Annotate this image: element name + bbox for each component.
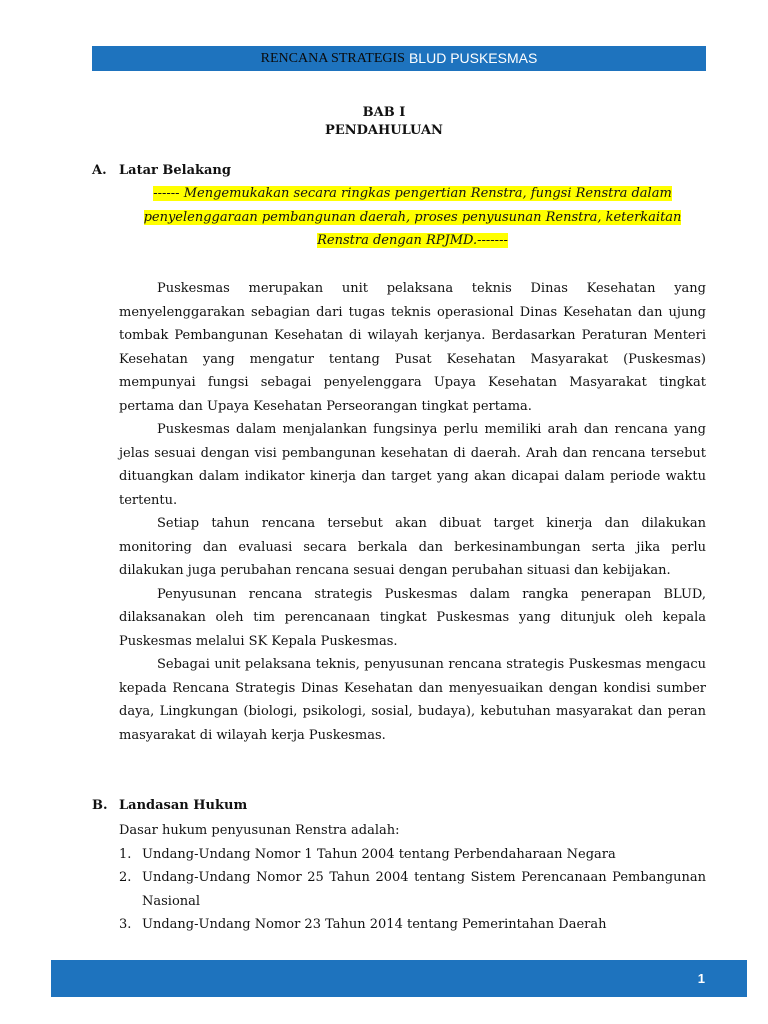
section-heading-b	[92, 796, 247, 816]
footer-bar	[51, 960, 747, 997]
chapter-title: PENDAHULUAN	[325, 123, 443, 138]
section-number: B.	[92, 798, 108, 813]
paragraph: Sebagai unit pelaksana teknis, penyusunan rencana strategis Puskesmas mengacu kepada Rencana Strategis Dinas Kesehatan dan menyesuaikan dengan kondisi sumber daya, Lingkungan (biologi, psikologi, sosial, budaya), kebutuhan masyarakat dan peran masyarakat di wilayah kerja Puskesmas.	[119, 657, 706, 743]
paragraph: Setiap tahun rencana tersebut akan dibuat target kinerja dan dilakukan monitoring dan evaluasi secara berkala dan berkesinambungan serta jika perlu dilakukan juga perubahan rencana sesuai dengan perubahan situasi dan kebijakan.	[119, 516, 706, 578]
chapter-heading	[0, 104, 768, 140]
list-item-text: Undang-Undang Nomor 23 Tahun 2014 tentang Pemerintahan Daerah	[142, 917, 607, 932]
header-title-part2: BLUD PUSKESMAS	[408, 50, 538, 66]
paragraph: Penyusunan rencana strategis Puskesmas dalam rangka penerapan BLUD, dilaksanakan oleh tim perencanaan tingkat Puskesmas yang ditunjuk oleh kepala Puskesmas melalui SK Kepala Puskesmas.	[119, 586, 706, 649]
note-line: ------ Mengemukakan secara ringkas pengertian Renstra, fungsi Renstra dalam	[153, 186, 672, 201]
section-heading-a	[92, 161, 231, 181]
running-header	[92, 46, 706, 71]
latar-belakang-body	[119, 277, 706, 747]
chapter-number: BAB I	[362, 105, 406, 120]
list-item	[119, 843, 706, 867]
list-item-number: 3.	[119, 917, 132, 932]
header-title-part1: RENCANA STRATEGIS	[260, 51, 405, 66]
legal-basis-list	[119, 843, 706, 937]
section-title: Latar Belakang	[119, 163, 231, 178]
list-item	[119, 866, 706, 913]
list-intro: Dasar hukum penyusunan Renstra adalah:	[119, 823, 400, 838]
landasan-hukum-body	[119, 819, 706, 937]
list-item-text: Undang-Undang Nomor 1 Tahun 2004 tentang Perbendaharaan Negara	[142, 846, 616, 862]
list-item-number: 1.	[119, 846, 132, 862]
list-item	[119, 913, 706, 937]
paragraph: Puskesmas dalam menjalankan fungsinya perlu memiliki arah dan rencana yang jelas sesuai dengan visi pembangunan kesehatan di daerah. Arah dan rencana tersebut dituangkan dalam indikator kinerja dan target yang akan dicapai dalam periode waktu tertentu.	[119, 422, 706, 508]
paragraph: Puskesmas merupakan unit pelaksana teknis Dinas Kesehatan yang menyelenggarakan sebagian dari tugas teknis operasional Dinas Kesehatan dan ujung tombak Pembangunan Kesehatan di wilayah kerjanya. Berdasarkan Peraturan Menteri Kesehatan yang mengatur tentang Pusat Kesehatan Masyarakat (Puskesmas) mempunyai fungsi sebagai penyelenggara Upaya Kesehatan Masyarakat tingkat pertama dan Upaya Kesehatan Perseorangan tingkat pertama.	[119, 281, 706, 414]
list-item-number: 2.	[119, 870, 132, 885]
section-title: Landasan Hukum	[119, 798, 248, 813]
note-line: Renstra dengan RPJMD.-------	[317, 233, 508, 248]
note-line: penyelenggaraan pembangunan daerah, proses penyusunan Renstra, keterkaitan	[143, 209, 682, 225]
highlighted-note	[119, 182, 706, 253]
page-number: 1	[697, 971, 705, 986]
section-number: A.	[92, 163, 107, 178]
list-item-text: Undang-Undang Nomor 25 Tahun 2004 tentang Sistem Perencanaan Pembangunan Nasional	[142, 870, 706, 909]
